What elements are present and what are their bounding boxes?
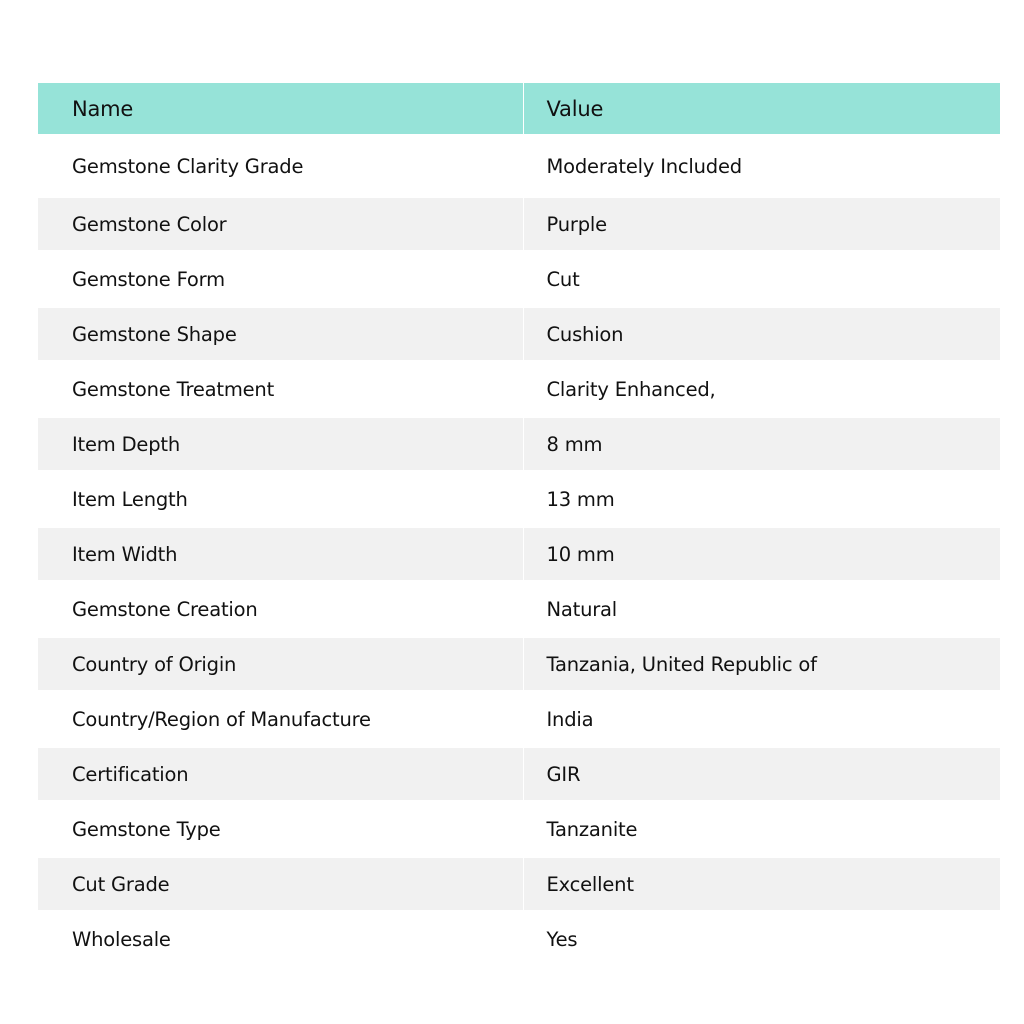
- table-row: [38, 910, 1000, 968]
- row-value-cell: Tanzania, United Republic of: [546, 652, 817, 676]
- row-value-cell: Excellent: [546, 872, 634, 896]
- header-row: [38, 83, 1000, 134]
- row-value-cell: Purple: [546, 212, 607, 236]
- table-row: [38, 418, 1000, 470]
- table-body: [38, 134, 1000, 968]
- table-row: [38, 308, 1000, 360]
- table-row: [38, 580, 1000, 638]
- row-name-cell: Item Length: [38, 470, 523, 528]
- row-name-cell: Country/Region of Manufacture: [38, 690, 523, 748]
- row-name-cell: Gemstone Color: [38, 198, 523, 250]
- row-value-cell: Cushion: [546, 322, 624, 346]
- row-value-cell: Clarity Enhanced,: [546, 377, 716, 401]
- row-name-cell: Cut Grade: [38, 858, 523, 910]
- row-value-cell: GIR: [546, 762, 581, 786]
- table-row: [38, 638, 1000, 690]
- row-value-cell: Tanzanite: [546, 817, 638, 841]
- table-row: [38, 470, 1000, 528]
- table-row: [38, 690, 1000, 748]
- table-row: [38, 858, 1000, 910]
- row-value-cell: Natural: [546, 597, 618, 621]
- row-value-cell: India: [546, 707, 594, 731]
- table-header: [38, 83, 1000, 134]
- row-name-cell: Wholesale: [38, 910, 523, 968]
- row-name-cell: Gemstone Form: [38, 250, 523, 308]
- row-value-cell: Yes: [546, 927, 578, 951]
- table-row: [38, 360, 1000, 418]
- row-value-cell: Cut: [546, 267, 580, 291]
- column-header-name: Name: [38, 83, 523, 134]
- table-row: [38, 748, 1000, 800]
- row-name-cell: Gemstone Shape: [38, 308, 523, 360]
- table-row: [38, 198, 1000, 250]
- row-name-cell: Gemstone Treatment: [38, 360, 523, 418]
- table-row: [38, 134, 1000, 198]
- row-name-cell: Gemstone Clarity Grade: [38, 134, 523, 198]
- row-name-cell: Item Depth: [38, 418, 523, 470]
- row-name-cell: Item Width: [38, 528, 523, 580]
- row-value-cell: Moderately Included: [546, 154, 742, 178]
- table-row: [38, 528, 1000, 580]
- row-name-cell: Gemstone Type: [38, 800, 523, 858]
- row-value-cell: 13 mm: [546, 487, 615, 511]
- row-value-cell: 8 mm: [546, 432, 603, 456]
- row-value-cell: 10 mm: [546, 542, 615, 566]
- item-specifics-table: [38, 83, 1000, 968]
- row-name-cell: Gemstone Creation: [38, 580, 523, 638]
- table-row: [38, 800, 1000, 858]
- row-name-cell: Certification: [38, 748, 523, 800]
- table-row: [38, 250, 1000, 308]
- row-name-cell: Country of Origin: [38, 638, 523, 690]
- column-header-value: Value: [546, 96, 604, 121]
